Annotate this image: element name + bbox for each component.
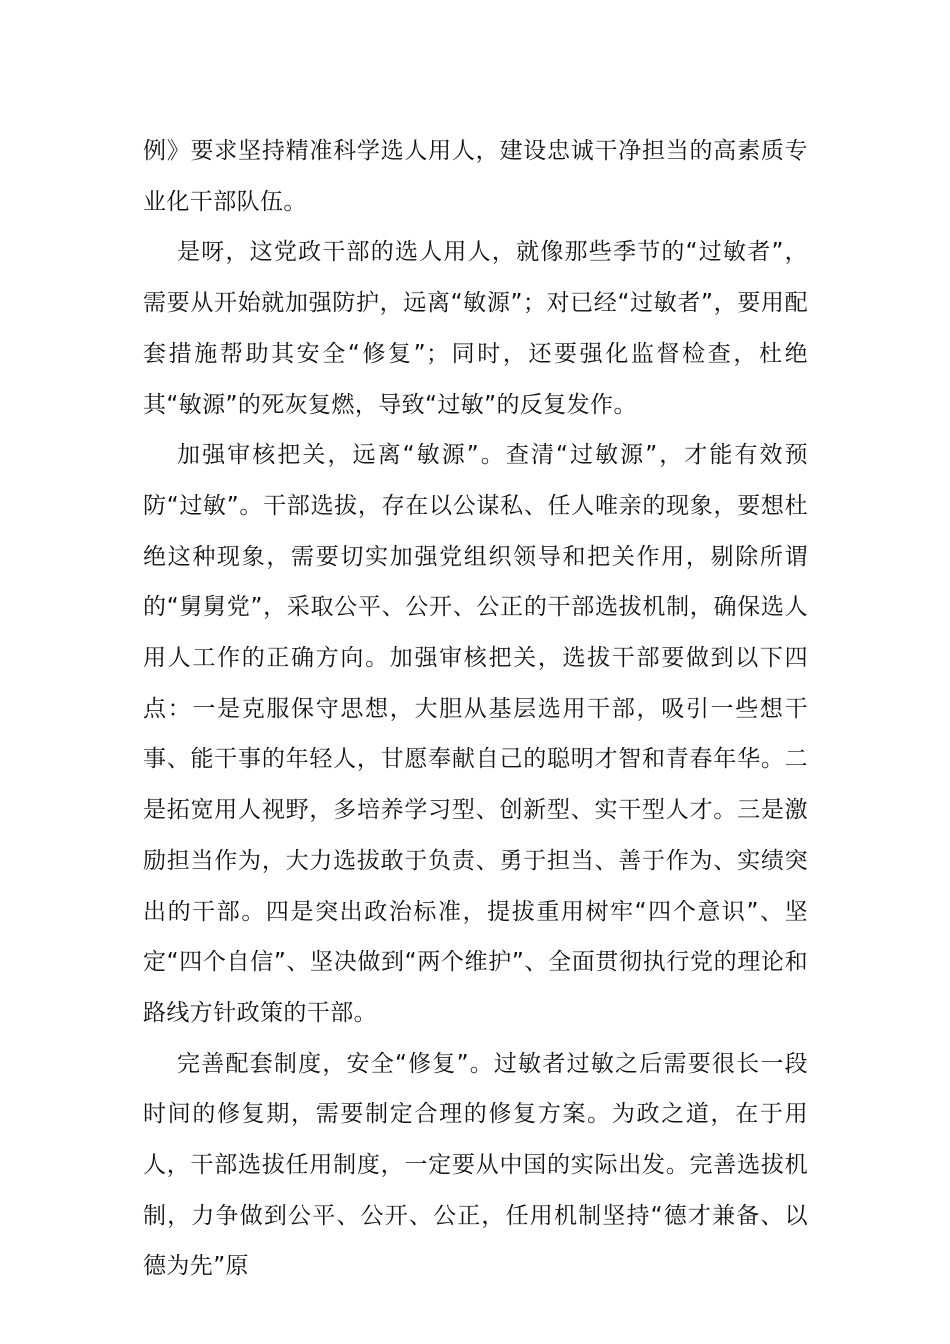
paragraph-1: 例》要求坚持精准科学选人用人，建设忠诚干净担当的高素质专业化干部队伍。 — [143, 138, 808, 215]
paragraph-4: 完善配套制度，安全“修复”。过敏者过敏之后需要很长一段时间的修复期，需要制定合理的修复方案。为政之道，在于用人，干部选拔任用制度，一定要从中国的实际出发。完善选拔机制，力争做到公平、公开、公正，任用机制坚持“德才兼备、以德为先”原 — [143, 1050, 808, 1280]
document-body — [143, 126, 808, 1292]
paragraph-2: 是呀，这党政干部的选人用人，就像那些季节的“过敏者”，需要从开始就加强防护，远离“敏源”；对已经“过敏者”，要用配套措施帮助其安全“修复”；同时，还要强化监督检查，杜绝其“敏源”的死灰复燃，导致“过敏”的反复发作。 — [143, 239, 808, 418]
paragraph-3: 加强审核把关，远离“敏源”。查清“过敏源”，才能有效预防“过敏”。干部选拔，存在以公谋私、任人唯亲的现象，要想杜绝这种现象，需要切实加强党组织领导和把关作用，剔除所谓的“舅舅党”，采取公平、公开、公正的干部选拔机制，确保选人用人工作的正确方向。加强审核把关，选拔干部要做到以下四点：一是克服保守思想，大胆从基层选用干部，吸引一些想干事、能干事的年轻人，甘愿奉献自己的聪明才智和青春年华。二是拓宽用人视野，多培养学习型、创新型、实干型人才。三是激励担当作为，大力选拔敢于负责、勇于担当、善于作为、实绩突出的干部。四是突出政治标准，提拔重用树牢“四个意识”、坚定“四个自信”、坚决做到“两个维护”、全面贯彻执行党的理论和路线方针政策的干部。 — [143, 442, 808, 1026]
